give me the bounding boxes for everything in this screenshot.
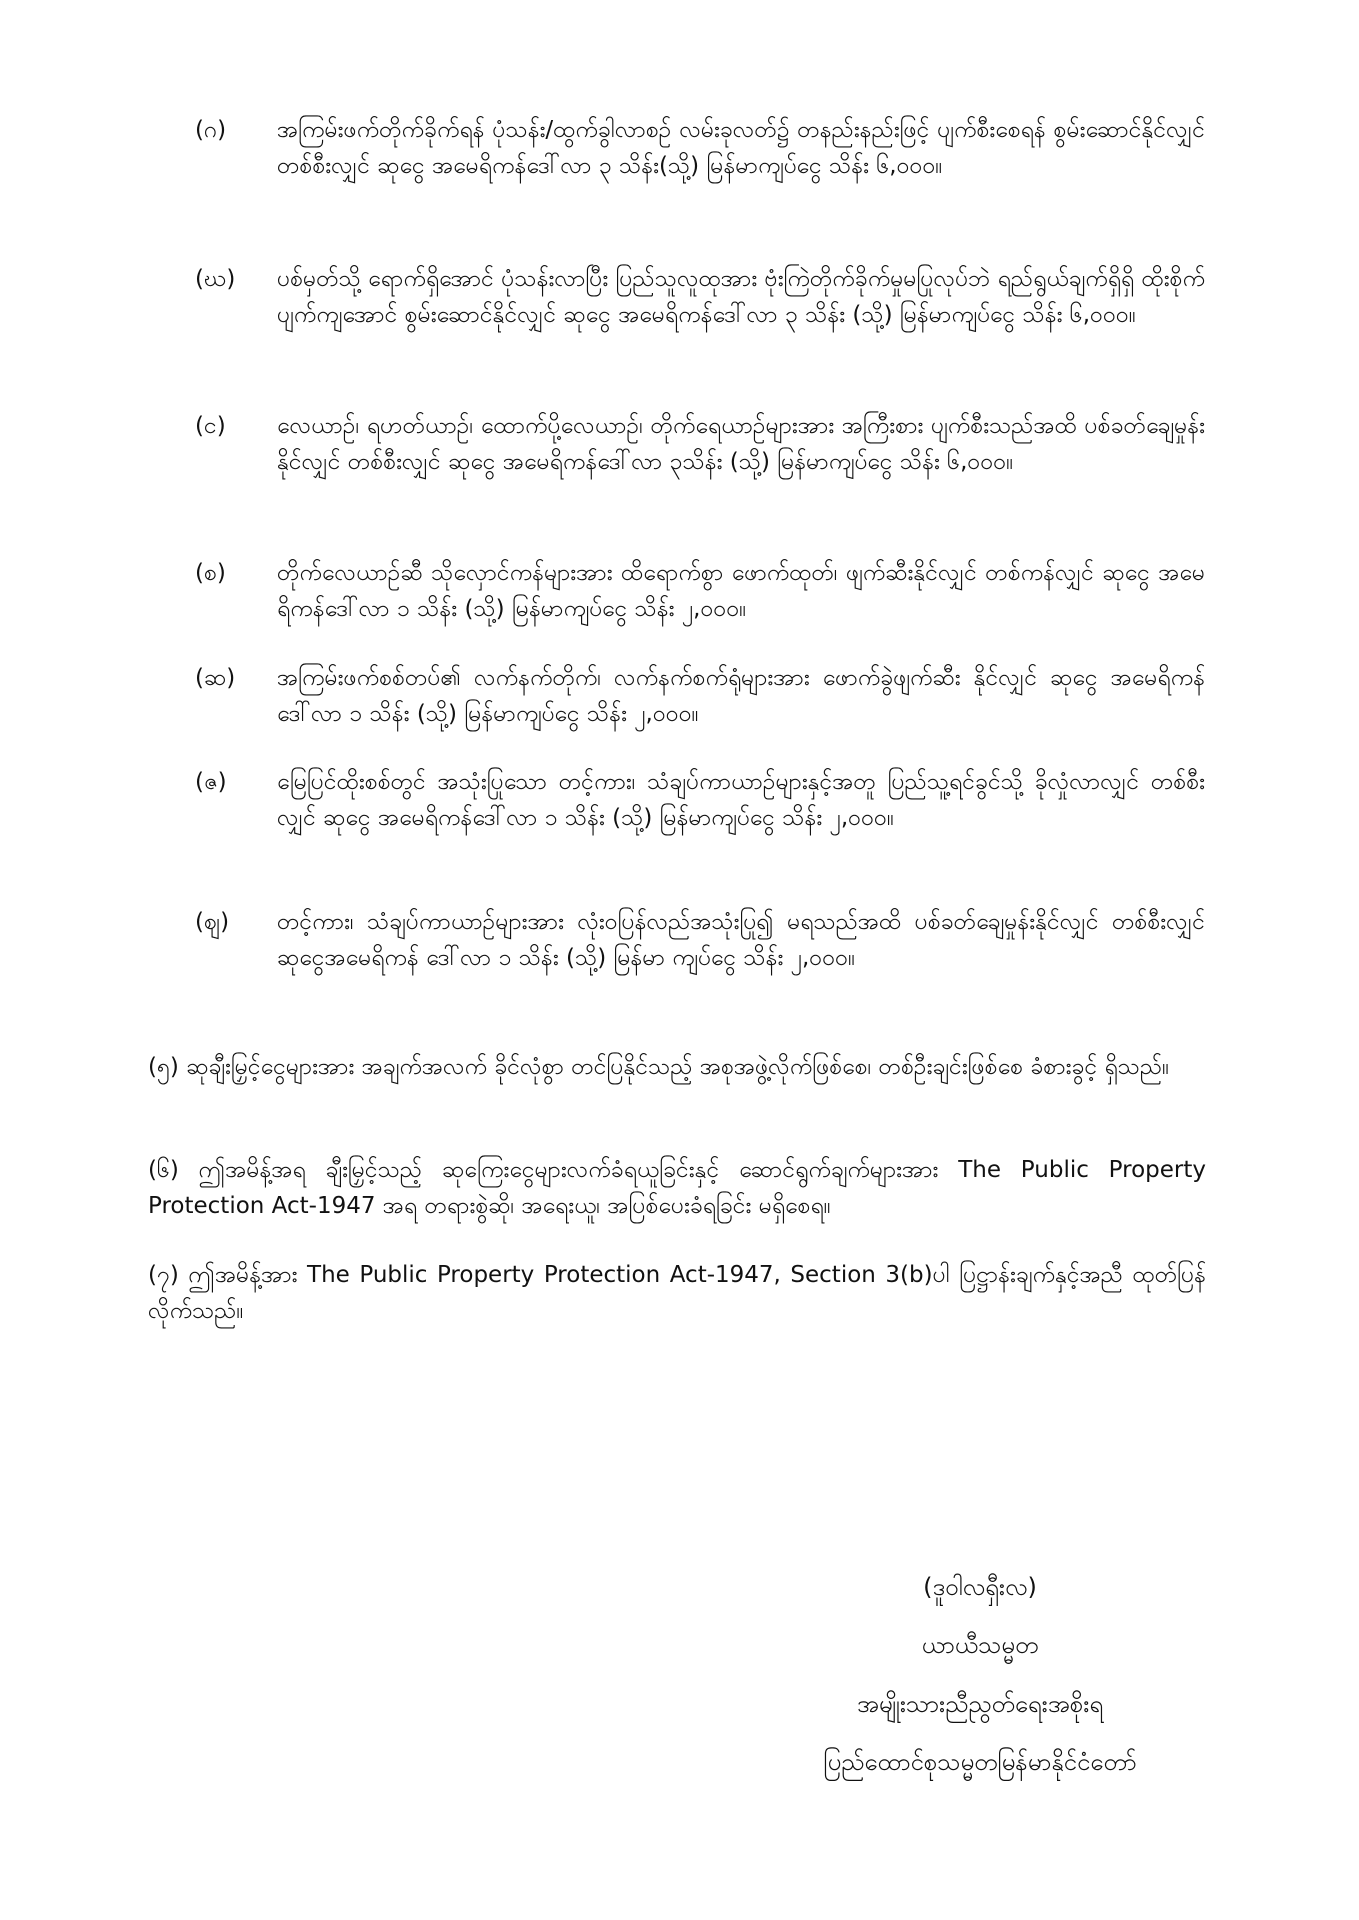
item-text: လေယာဉ်၊ ရဟတ်ယာဉ်၊ ထောက်ပို့လေယာဉ်၊ တိုက်ရေယာဉ်များအား အကြီးစား ပျက်စီးသည်အထိ ပစ်ခတ်ချေမှုန်းနိုင်လျှင် တစ်စီးလျှင် ဆုငွေ အမေရိကန်ဒေါ်လာ ၃သိန်း (သို့) မြန်မာကျပ်ငွေ သိန်း ၆,၀၀၀။ [277, 413, 1205, 475]
item-number: (ဇ) [195, 769, 227, 795]
paragraph-text: ဤအမိန့်အရ ချီးမြှင့်သည့် ဆုကြေးငွေများလက်ခံရယူခြင်းနှင့် ဆောင်ရွက်ချက်များအား The Public Property Protection Act-1947 အရ တရားစွဲဆို၊ အရေးယူ၊ အပြစ်ပေးခံရခြင်း မရှိစေရ။ [148, 1157, 1207, 1219]
item-text: တင့်ကား၊ သံချပ်ကာယာဉ်များအား လုံးဝပြန်လည်အသုံးပြု၍ မရသည်အထိ ပစ်ခတ်ချေမှုန်းနိုင်လျှင် တစ်စီးလျှင် ဆုငွေအမေရိကန် ဒေါ်လာ ၁ သိန်း (သို့) မြန်မာ ကျပ်ငွေ သိန်း ၂,၀၀၀။ [277, 909, 1205, 971]
list-item [195, 904, 1205, 976]
item-text: အကြမ်းဖက်စစ်တပ်၏ လက်နက်တိုက်၊ လက်နက်စက်ရုံများအား ဖောက်ခွဲဖျက်ဆီး နိုင်လျှင် ဆုငွေ အမေရိကန်ဒေါ်လာ ၁ သိန်း (သို့) မြန်မာကျပ်ငွေ သိန်း ၂,၀၀၀။ [277, 665, 1205, 727]
list-item [195, 764, 1205, 836]
item-number: (ဆ) [195, 665, 236, 691]
signature-name: (ဒူဝါလရှီးလ) [923, 1573, 1037, 1601]
signature-government: အမျိုးသားညီညွတ်ရေးအစိုးရ [856, 1690, 1104, 1718]
paragraph-number: (၇) [148, 1262, 179, 1288]
item-text: ပစ်မှတ်သို့ ရောက်ရှိအောင် ပုံသန်းလာပြီး ပြည်သူလူထုအား ဗုံးကြဲတိုက်ခိုက်မှုမပြုလုပ်ဘဲ ရည်ရွယ်ချက်ရှိရှိ ထိုးစိုက်ပျက်ကျအောင် စွမ်းဆောင်နိုင်လျှင် ဆုငွေ အမေရိကန်ဒေါ်လာ ၃ သိန်း (သို့) မြန်မာကျပ်ငွေ သိန်း ၆,၀၀၀။ [277, 266, 1205, 328]
item-number: (ဃ) [195, 266, 236, 292]
signature-country: ပြည်ထောင်စုသမ္မတမြန်မာနိုင်ငံတော် [823, 1748, 1137, 1776]
paragraph [148, 1152, 1206, 1224]
paragraph-number: (၅) [148, 1054, 179, 1080]
list-item [195, 660, 1205, 732]
item-number: (ဈ) [195, 909, 230, 935]
paragraph [148, 1049, 1206, 1085]
item-text: မြေပြင်ထိုးစစ်တွင် အသုံးပြုသော တင့်ကား၊ သံချပ်ကာယာဉ်များနှင့်အတူ ပြည်သူ့ရင်ခွင်သို့ ခိုလှုံလာလျှင် တစ်စီးလျှင် ဆုငွေ အမေရိကန်ဒေါ်လာ ၁ သိန်း (သို့) မြန်မာကျပ်ငွေ သိန်း ၂,၀၀၀။ [277, 769, 1205, 831]
item-number: (စ) [195, 560, 226, 586]
paragraph-number: (၆) [148, 1157, 179, 1183]
paragraph [148, 1257, 1206, 1329]
item-text: တိုက်လေယာဉ်ဆီ သိုလှောင်ကန်များအား ထိရောက်စွာ ဖောက်ထုတ်၊ ဖျက်ဆီးနိုင်လျှင် တစ်ကန်လျှင် ဆုငွေ အမေရိကန်ဒေါ်လာ ၁ သိန်း (သို့) မြန်မာကျပ်ငွေ သိန်း ၂,၀၀၀။ [277, 560, 1205, 622]
list-item [195, 408, 1205, 480]
item-text: အကြမ်းဖက်တိုက်ခိုက်ရန် ပုံသန်း/ထွက်ခွါလာစဉ် လမ်းခုလတ်၌ တနည်းနည်းဖြင့် ပျက်စီးစေရန် စွမ်းဆောင်နိုင်လျှင် တစ်စီးလျှင် ဆုငွေ အမေရိကန်ဒေါ်လာ ၃ သိန်း(သို့) မြန်မာကျပ်ငွေ သိန်း ၆,၀၀၀။ [277, 117, 1205, 179]
paragraph-text: ဆုချီးမြှင့်ငွေများအား အချက်အလက် ခိုင်လုံစွာ တင်ပြနိုင်သည့် အစုအဖွဲ့လိုက်ဖြစ်စေ၊ တစ်ဦးချင်းဖြစ်စေ ခံစားခွင့် ရှိသည်။ [186, 1054, 1170, 1080]
list-item [195, 112, 1205, 184]
item-number: (င) [195, 413, 226, 439]
list-item [195, 555, 1205, 627]
paragraph-text: ဤအမိန့်အား The Public Property Protection Act-1947, Section 3(b)ပါ ပြဋ္ဌာန်းချက်နှင့်အညီ ထုတ်ပြန်လိုက်သည်။ [148, 1262, 1207, 1324]
list-item [195, 261, 1205, 333]
item-number: (ဂ) [195, 117, 227, 143]
signature-title: ယာယီသမ္မတ [921, 1631, 1039, 1659]
